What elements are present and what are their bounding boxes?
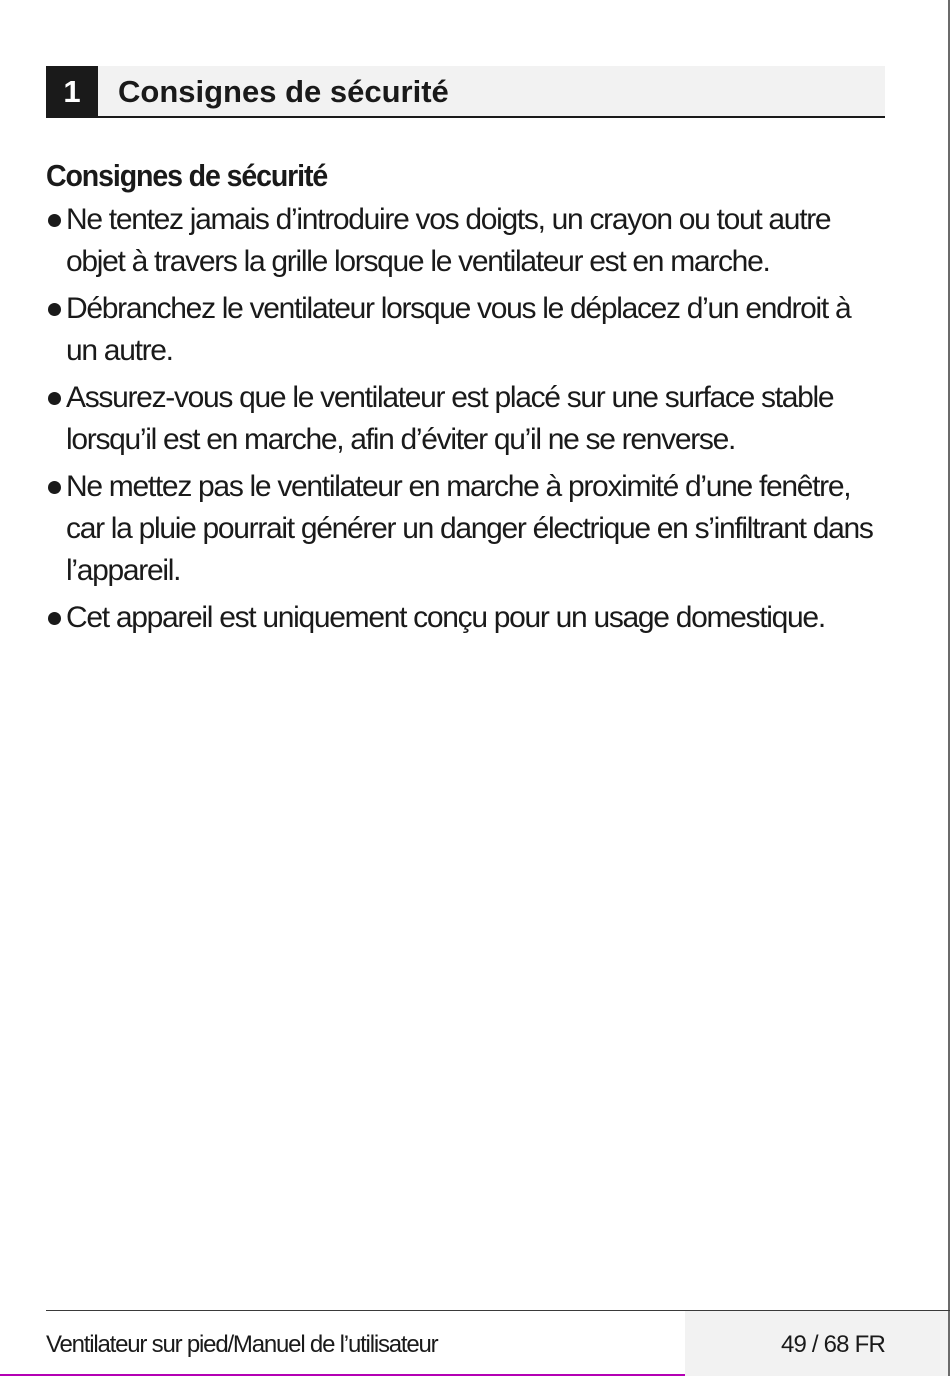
list-item-text: Ne tentez jamais d’introduire vos doigts, un crayon ou tout autre objet à travers la grille lorsque le ventilateur est en marche.	[66, 203, 831, 278]
list-item	[46, 288, 886, 372]
safety-list	[46, 199, 886, 639]
bullet-icon	[48, 303, 61, 316]
list-item	[46, 597, 886, 639]
section-title: Consignes de sécurité	[118, 74, 449, 109]
list-item	[46, 377, 886, 461]
list-item-text: Assurez-vous que le ventilateur est placé sur une surface stable lorsqu’il est en marche, afin d’éviter qu’il ne se renverse.	[66, 381, 834, 456]
list-item	[46, 466, 886, 592]
bullet-icon	[48, 612, 61, 625]
page-heading: Consignes de sécurité	[46, 158, 328, 193]
footer-document-title: Ventilateur sur pied/Manuel de l’utilisateur	[46, 1331, 438, 1358]
list-item	[46, 199, 886, 283]
section-header	[46, 66, 885, 118]
footer-page-number: 49 / 68 FR	[780, 1331, 885, 1358]
list-item-text: Débranchez le ventilateur lorsque vous le déplacez d’un endroit à un autre.	[66, 292, 851, 367]
bullet-icon	[48, 392, 61, 405]
bullet-icon	[48, 214, 61, 227]
list-item-text: Ne mettez pas le ventilateur en marche à proximité d’une fenêtre, car la pluie pourrait générer un danger électrique en s’infiltrant dans l’appareil.	[66, 470, 873, 587]
section-number: 1	[46, 66, 98, 116]
bullet-icon	[48, 481, 61, 494]
main-content	[46, 153, 886, 644]
list-item-text: Cet appareil est uniquement conçu pour un usage domestique.	[66, 601, 825, 634]
